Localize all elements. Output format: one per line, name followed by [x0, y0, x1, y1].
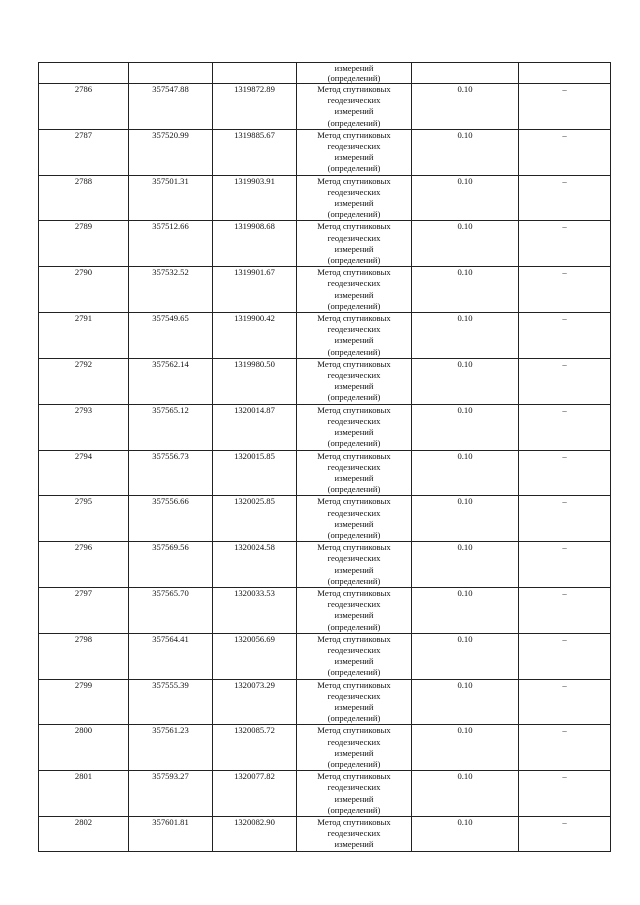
method-line: измерений [334, 472, 374, 483]
cell-accuracy: 0.10 [412, 404, 519, 450]
cell-accuracy: 0.10 [412, 129, 519, 175]
method-line: Метод спутниковых [317, 404, 391, 415]
cell-accuracy: 0.10 [412, 633, 519, 679]
cell-note: – [519, 817, 611, 852]
table-row [39, 633, 611, 679]
cell-point-id: 2788 [39, 175, 129, 221]
cell-method [297, 679, 412, 725]
cell-x: 357565.12 [129, 404, 213, 450]
cell-method [297, 542, 412, 588]
cell-method [297, 358, 412, 404]
cell-method [297, 63, 412, 84]
cell-method [297, 313, 412, 359]
method-line: Метод спутниковых [317, 679, 391, 690]
table-row [39, 450, 611, 496]
method-line: измерений [334, 610, 374, 621]
method-line: Метод спутниковых [317, 84, 391, 94]
cell-y: 1320085.72 [213, 725, 297, 771]
method-line: (определений) [327, 575, 381, 586]
method-line: (определений) [327, 117, 381, 128]
method-line: Метод спутниковых [317, 542, 391, 553]
cell-note: – [519, 496, 611, 542]
cell-accuracy: 0.10 [412, 450, 519, 496]
cell-x: 357569.56 [129, 542, 213, 588]
table-row [39, 679, 611, 725]
coordinates-table-body [39, 63, 611, 852]
cell-y: 1320033.53 [213, 587, 297, 633]
cell-y: 1319980.50 [213, 358, 297, 404]
cell-accuracy: 0.10 [412, 679, 519, 725]
method-line: геодезических [327, 507, 381, 518]
coordinates-table-sheet [38, 62, 610, 852]
cell-x: 357547.88 [129, 84, 213, 130]
cell-point-id: 2786 [39, 84, 129, 130]
method-line: измерений [334, 656, 374, 667]
cell-accuracy: 0.10 [412, 84, 519, 130]
method-line: измерений [334, 564, 374, 575]
method-line: измерений [334, 152, 374, 163]
cell-y: 1319900.42 [213, 313, 297, 359]
cell-x: 357520.99 [129, 129, 213, 175]
cell-method [297, 725, 412, 771]
method-line: (определений) [327, 758, 381, 769]
cell-point-id: 2792 [39, 358, 129, 404]
cell-note: – [519, 542, 611, 588]
cell-x: 357561.23 [129, 725, 213, 771]
method-line: геодезических [327, 599, 381, 610]
cell-note: – [519, 175, 611, 221]
cell-method [297, 450, 412, 496]
cell-note: – [519, 633, 611, 679]
cell-note: – [519, 587, 611, 633]
cell-method [297, 175, 412, 221]
method-line: Метод спутниковых [317, 496, 391, 507]
method-line: измерений [334, 63, 374, 73]
cell-y: 1320082.90 [213, 817, 297, 852]
method-line: Метод спутниковых [317, 267, 391, 278]
method-line: измерений [334, 106, 374, 117]
cell-note: – [519, 404, 611, 450]
method-line: (определений) [327, 209, 381, 220]
method-line: (определений) [327, 621, 381, 632]
method-line: измерений [334, 747, 374, 758]
method-line: геодезических [327, 232, 381, 243]
cell-x: 357512.66 [129, 221, 213, 267]
method-line: измерений [334, 793, 374, 804]
cell-note: – [519, 358, 611, 404]
table-row [39, 175, 611, 221]
table-row [39, 587, 611, 633]
method-line: геодезических [327, 141, 381, 152]
cell-accuracy: 0.10 [412, 542, 519, 588]
table-row [39, 84, 611, 130]
cell-y: 1319885.67 [213, 129, 297, 175]
cell-point-id: 2801 [39, 771, 129, 817]
cell-note: – [519, 771, 611, 817]
method-line: (определений) [327, 484, 381, 495]
method-line: измерений [334, 289, 374, 300]
cell-y: 1320014.87 [213, 404, 297, 450]
continuation-row [39, 63, 611, 84]
method-line: Метод спутниковых [317, 129, 391, 140]
cell-point-id: 2802 [39, 817, 129, 852]
cell-x: 357593.27 [129, 771, 213, 817]
cell-method [297, 84, 412, 130]
table-row [39, 542, 611, 588]
cell-accuracy: 0.10 [412, 587, 519, 633]
cell-y: 1319901.67 [213, 267, 297, 313]
cell-note: – [519, 267, 611, 313]
method-line: измерений [334, 198, 374, 209]
cell-note: – [519, 221, 611, 267]
cell-method [297, 817, 412, 852]
cell-point-id: 2790 [39, 267, 129, 313]
method-line: Метод спутниковых [317, 313, 391, 324]
method-line: (определений) [327, 300, 381, 311]
method-line: геодезических [327, 415, 381, 426]
method-line: Метод спутниковых [317, 771, 391, 782]
method-line: геодезических [327, 644, 381, 655]
method-line: Метод спутниковых [317, 725, 391, 736]
method-line: геодезических [327, 782, 381, 793]
method-line: геодезических [327, 186, 381, 197]
cell-method [297, 267, 412, 313]
method-line: измерений [334, 381, 374, 392]
table-row [39, 267, 611, 313]
method-line: геодезических [327, 278, 381, 289]
method-line: геодезических [327, 370, 381, 381]
cell-accuracy: 0.10 [412, 313, 519, 359]
cell-x: 357562.14 [129, 358, 213, 404]
method-line: измерений [334, 701, 374, 712]
cell-accuracy: 0.10 [412, 817, 519, 852]
coordinates-table [38, 62, 611, 852]
method-line: геодезических [327, 95, 381, 106]
method-line: измерений [334, 335, 374, 346]
table-row [39, 313, 611, 359]
method-line: измерений [334, 839, 374, 850]
cell-point-id: 2794 [39, 450, 129, 496]
method-line: (определений) [327, 804, 381, 815]
cell-note: – [519, 679, 611, 725]
cell-note: – [519, 84, 611, 130]
method-line: измерений [334, 518, 374, 529]
cell-x [129, 63, 213, 84]
cell-accuracy: 0.10 [412, 267, 519, 313]
method-line: Метод спутниковых [317, 817, 391, 827]
cell-x: 357601.81 [129, 817, 213, 852]
table-row [39, 817, 611, 852]
cell-x: 357532.52 [129, 267, 213, 313]
method-line: (определений) [327, 163, 381, 174]
cell-x: 357564.41 [129, 633, 213, 679]
cell-y: 1319908.68 [213, 221, 297, 267]
method-line: геодезических [327, 828, 381, 839]
method-line: геодезических [327, 461, 381, 472]
cell-note: – [519, 450, 611, 496]
cell-method [297, 496, 412, 542]
cell-note: – [519, 129, 611, 175]
cell-y: 1319872.89 [213, 84, 297, 130]
table-row [39, 404, 611, 450]
method-line: Метод спутниковых [317, 633, 391, 644]
cell-y: 1320015.85 [213, 450, 297, 496]
cell-note [519, 63, 611, 84]
method-line: (определений) [327, 392, 381, 403]
cell-method [297, 633, 412, 679]
method-line: геодезических [327, 553, 381, 564]
cell-x: 357556.73 [129, 450, 213, 496]
cell-accuracy: 0.10 [412, 221, 519, 267]
cell-x: 357549.65 [129, 313, 213, 359]
table-row [39, 358, 611, 404]
cell-point-id [39, 63, 129, 84]
cell-point-id: 2789 [39, 221, 129, 267]
cell-y: 1320024.58 [213, 542, 297, 588]
table-row [39, 221, 611, 267]
cell-point-id: 2795 [39, 496, 129, 542]
cell-method [297, 404, 412, 450]
method-line: измерений [334, 427, 374, 438]
cell-point-id: 2796 [39, 542, 129, 588]
cell-y: 1320056.69 [213, 633, 297, 679]
table-row [39, 771, 611, 817]
method-line: Метод спутниковых [317, 175, 391, 186]
cell-y: 1319903.91 [213, 175, 297, 221]
cell-x: 357501.31 [129, 175, 213, 221]
table-row [39, 725, 611, 771]
cell-note: – [519, 313, 611, 359]
cell-point-id: 2798 [39, 633, 129, 679]
cell-point-id: 2797 [39, 587, 129, 633]
method-line: (определений) [327, 346, 381, 357]
cell-x: 357556.66 [129, 496, 213, 542]
cell-note: – [519, 725, 611, 771]
cell-x: 357555.39 [129, 679, 213, 725]
cell-accuracy: 0.10 [412, 725, 519, 771]
table-row [39, 129, 611, 175]
cell-accuracy: 0.10 [412, 175, 519, 221]
cell-accuracy: 0.10 [412, 496, 519, 542]
method-line: Метод спутниковых [317, 358, 391, 369]
method-line: геодезических [327, 324, 381, 335]
cell-method [297, 221, 412, 267]
cell-method [297, 771, 412, 817]
cell-x: 357565.70 [129, 587, 213, 633]
cell-y: 1320077.82 [213, 771, 297, 817]
cell-y [213, 63, 297, 84]
method-line: (определений) [327, 73, 381, 83]
method-line: геодезических [327, 690, 381, 701]
method-line: (определений) [327, 438, 381, 449]
cell-method [297, 129, 412, 175]
method-line: геодезических [327, 736, 381, 747]
method-line: (определений) [327, 529, 381, 540]
method-line: измерений [334, 243, 374, 254]
cell-accuracy: 0.10 [412, 771, 519, 817]
cell-point-id: 2793 [39, 404, 129, 450]
method-line: Метод спутниковых [317, 587, 391, 598]
cell-point-id: 2791 [39, 313, 129, 359]
cell-accuracy [412, 63, 519, 84]
cell-accuracy: 0.10 [412, 358, 519, 404]
method-line: (определений) [327, 713, 381, 724]
method-line: Метод спутниковых [317, 450, 391, 461]
cell-y: 1320025.85 [213, 496, 297, 542]
cell-point-id: 2799 [39, 679, 129, 725]
cell-point-id: 2787 [39, 129, 129, 175]
cell-method [297, 587, 412, 633]
cell-point-id: 2800 [39, 725, 129, 771]
method-line: Метод спутниковых [317, 221, 391, 232]
cell-y: 1320073.29 [213, 679, 297, 725]
method-line: (определений) [327, 667, 381, 678]
table-row [39, 496, 611, 542]
method-line: (определений) [327, 255, 381, 266]
